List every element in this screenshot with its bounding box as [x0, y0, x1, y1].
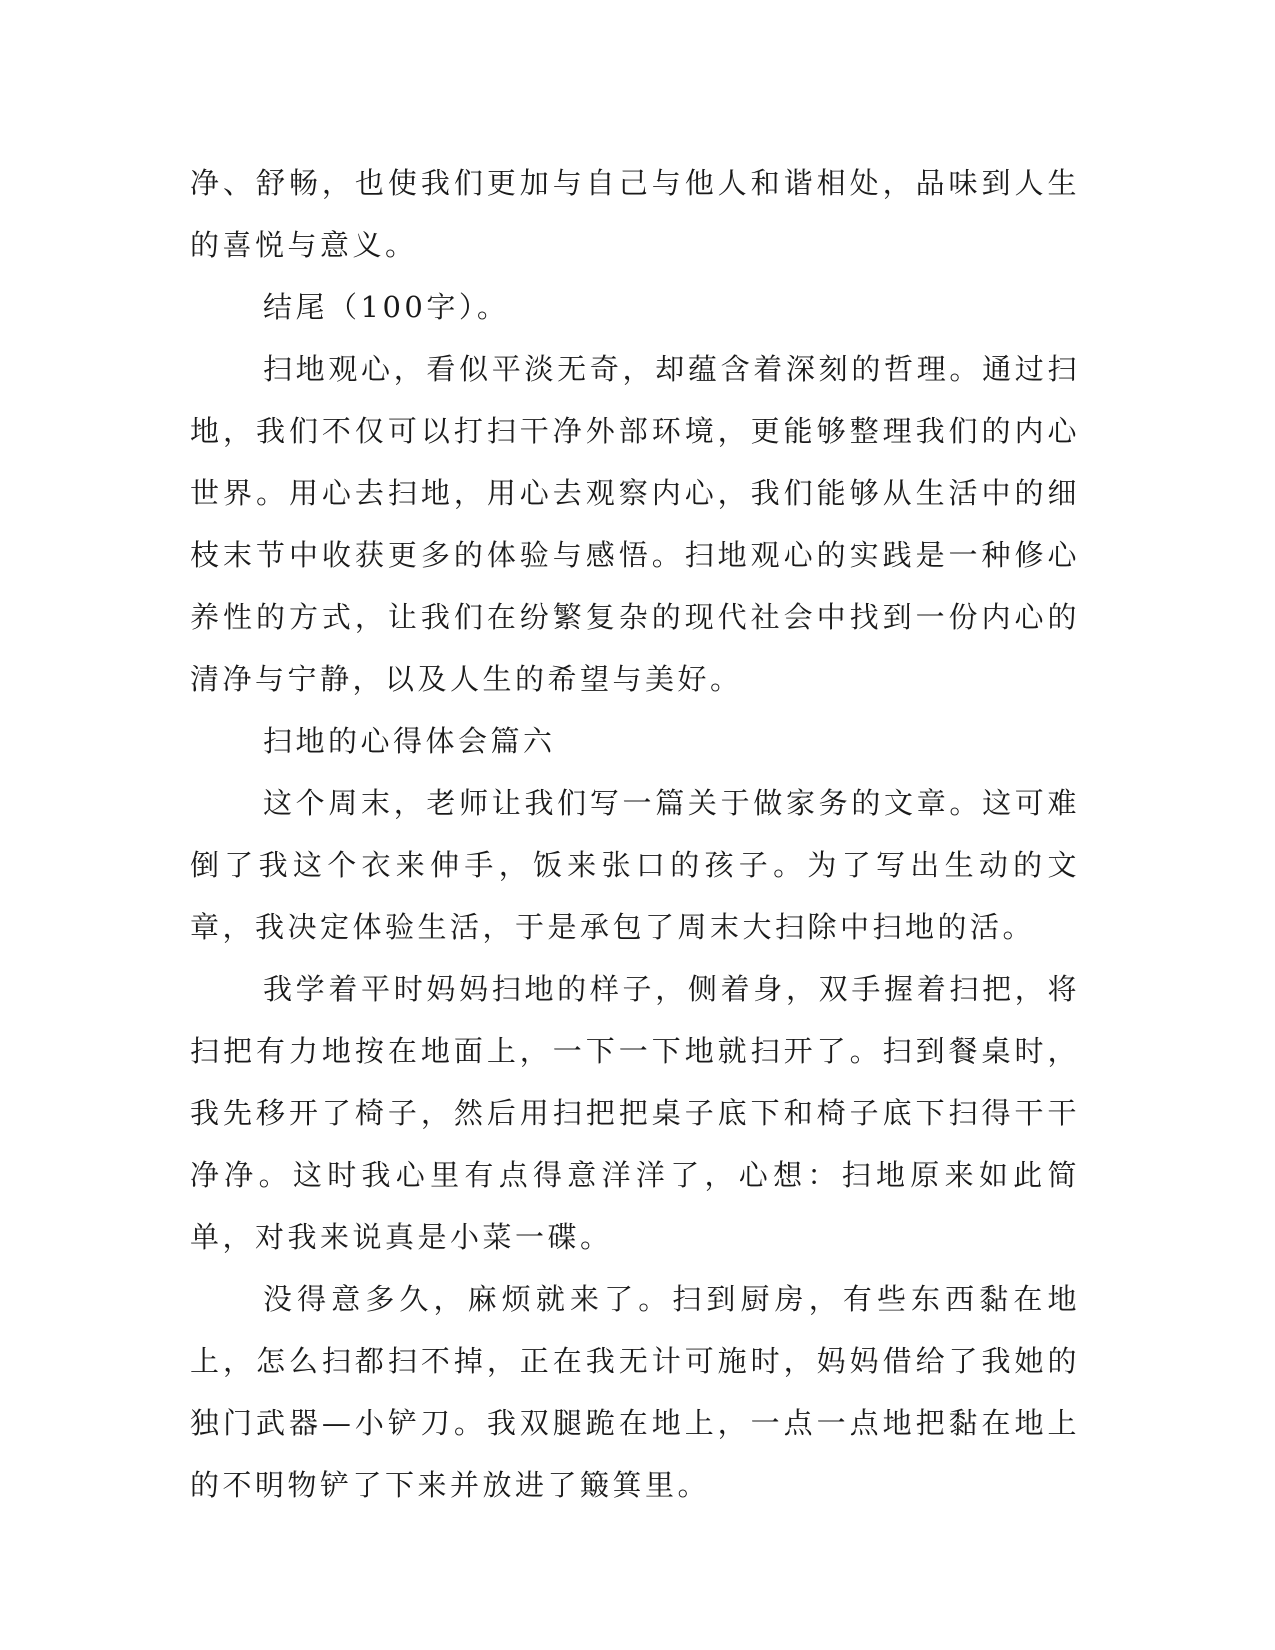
paragraph-ending: 扫地观心，看似平淡无奇，却蕴含着深刻的哲理。通过扫地，我们不仅可以打扫干净外部环境，更能够整理我们的内心世界。用心去扫地，用心去观察内心，我们能够从生活中的细枝末节中收获更多的体验与感悟。扫地观心的实践是一种修心养性的方式，让我们在纷繁复杂的现代社会中找到一份内心的清净与宁静，以及人生的希望与美好。 [190, 352, 1080, 696]
paragraph-ending-heading: 结尾（100字）。 [263, 290, 510, 324]
section-title: 扫地的心得体会篇六 [263, 724, 556, 758]
document-body [190, 152, 1080, 1516]
paragraph-sweeping: 我学着平时妈妈扫地的样子，侧着身，双手握着扫把，将扫把有力地按在地面上，一下一下地就扫开了。扫到餐桌时，我先移开了椅子，然后用扫把把桌子底下和椅子底下扫得干干净净。这时我心里有点得意洋洋了，心想：扫地原来如此简单，对我来说真是小菜一碟。 [190, 972, 1080, 1254]
paragraph-kitchen: 没得意多久，麻烦就来了。扫到厨房，有些东西黏在地上，怎么扫都扫不掉，正在我无计可施时，妈妈借给了我她的独门武器—小铲刀。我双腿跪在地上，一点一点地把黏在地上的不明物铲了下来并放进了簸箕里。 [190, 1282, 1080, 1502]
paragraph-intro: 这个周末，老师让我们写一篇关于做家务的文章。这可难倒了我这个衣来伸手，饭来张口的孩子。为了写出生动的文章，我决定体验生活，于是承包了周末大扫除中扫地的活。 [190, 786, 1080, 944]
paragraph-continuation: 净、舒畅，也使我们更加与自己与他人和谐相处，品味到人生的喜悦与意义。 [190, 166, 1080, 262]
